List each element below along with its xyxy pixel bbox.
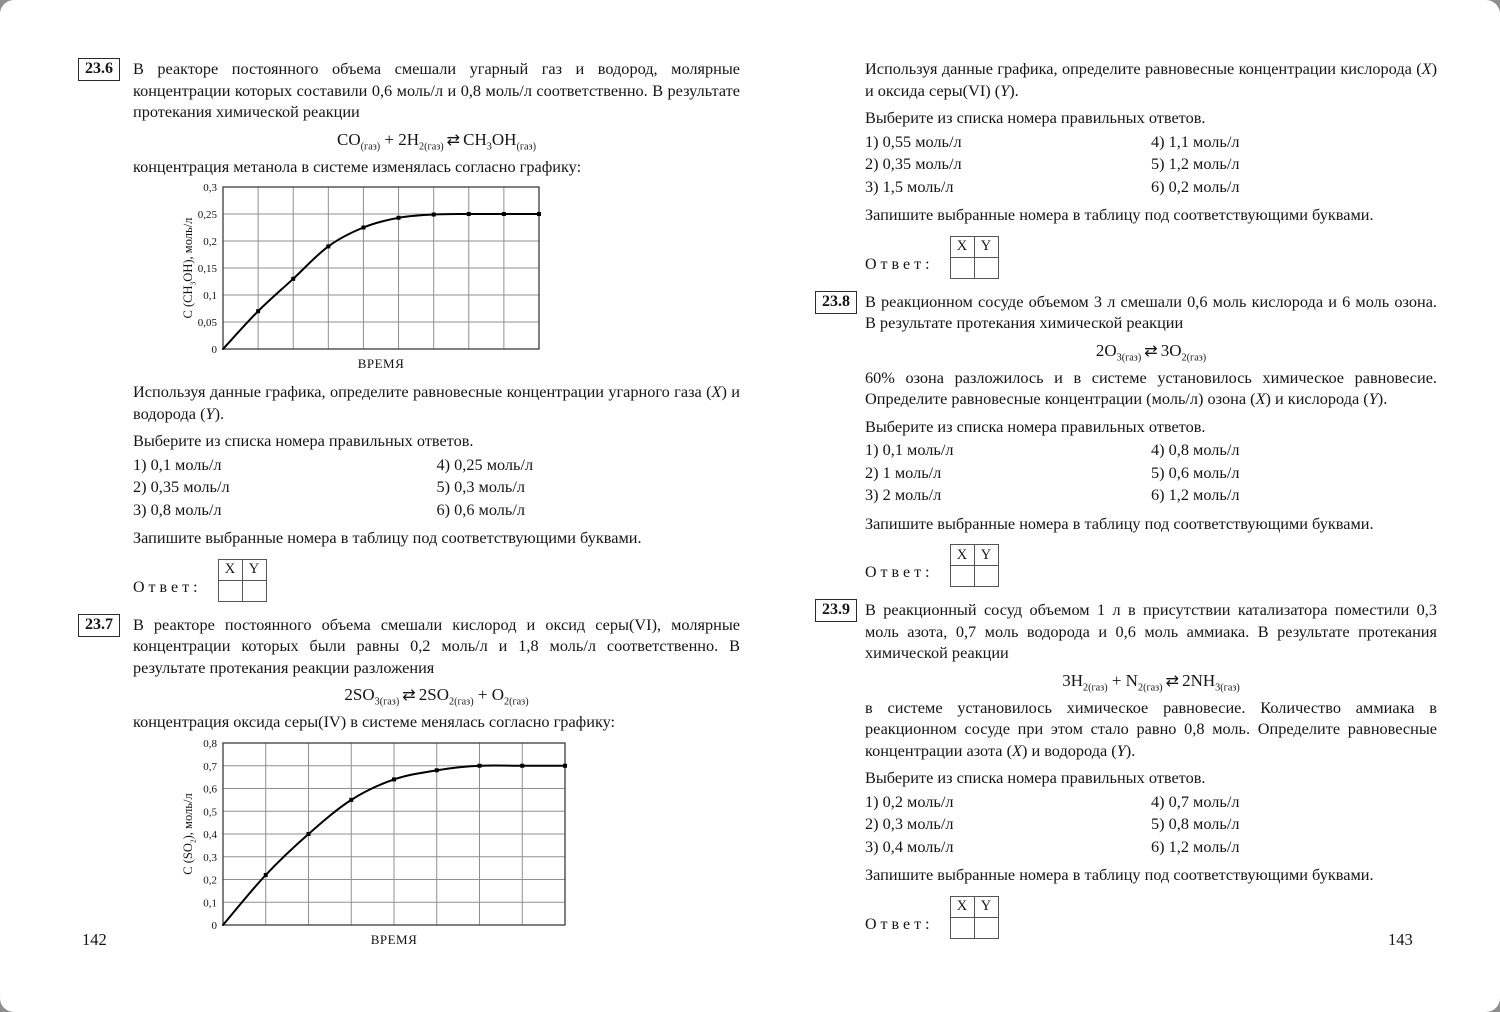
option-item: 6) 1,2 моль/л xyxy=(1151,485,1240,504)
option-item: 2) 0,3 моль/л xyxy=(865,814,954,833)
answer-input-cell-x xyxy=(950,257,974,278)
svg-text:0: 0 xyxy=(211,344,217,356)
problem-23-6 xyxy=(78,58,740,602)
options-list xyxy=(865,131,1437,199)
chemical-equation: $2O_{3(газ)}$ ⇄ $3O_{2(газ)}$ xyxy=(1095,340,1207,363)
answer-label: Ответ: xyxy=(865,255,934,273)
page-143 xyxy=(815,0,1437,941)
option-item: 4) 0,25 моль/л xyxy=(436,454,534,474)
choose-instruction: Выберите из списка номера правильных ответов. xyxy=(865,768,1206,787)
options-column-2 xyxy=(1151,131,1437,199)
problem-23-7 xyxy=(78,614,740,951)
option-item: 5) 1,2 моль/л xyxy=(1151,154,1240,173)
methanol-concentration-chart xyxy=(183,181,740,375)
svg-text:0,5: 0,5 xyxy=(203,805,217,818)
choose-instruction: Выберите из списка номера правильных ответов. xyxy=(865,108,1206,127)
answer-header-cell-y: Y xyxy=(974,896,998,917)
problem-23-9 xyxy=(815,599,1437,939)
problem-number-badge: 23.7 xyxy=(78,614,120,637)
write-instruction: Запишите выбранные номера в таблицу под соответствующими буквами. xyxy=(865,205,1374,224)
write-instruction: Запишите выбранные номера в таблицу под соответствующими буквами. xyxy=(133,528,642,547)
svg-text:0,15: 0,15 xyxy=(197,263,217,275)
svg-text:ВРЕМЯ: ВРЕМЯ xyxy=(357,356,405,371)
svg-text:ВРЕМЯ: ВРЕМЯ xyxy=(370,931,418,947)
option-item: 5) 0,3 моль/л xyxy=(436,477,525,496)
choose-instruction: Выберите из списка номера правильных ответов. xyxy=(865,416,1206,436)
answer-table xyxy=(950,236,999,279)
answer-header-cell-x: X xyxy=(950,236,974,257)
problem-23-8 xyxy=(815,291,1437,588)
option-item: 4) 0,8 моль/л xyxy=(1151,440,1240,459)
option-item: 2) 0,35 моль/л xyxy=(133,477,230,496)
problem-intro: В реакционный сосуд объемом 1 л в присутствии катализатора поместили 0,3 моль азота, 0,7 моль водорода и 0,6 моль аммиака. В результате протекания химической реакции xyxy=(865,600,1437,662)
option-item: 5) 0,8 моль/л xyxy=(1151,814,1240,833)
so2-concentration-chart xyxy=(183,737,740,951)
svg-text:0,6: 0,6 xyxy=(203,783,217,795)
chart-y-axis-label: С $(SO_2)$, моль/л xyxy=(181,792,198,875)
answer-header-cell-y: Y xyxy=(974,236,998,257)
problem-number-badge: 23.6 xyxy=(78,58,120,81)
answer-input-cell-y xyxy=(974,917,998,938)
answer-block xyxy=(133,559,740,602)
chemical-equation: $2SO_{3(газ)}$ ⇄ $2SO_{2(газ)} + O_{2(газ)}$ xyxy=(344,685,529,708)
page-number-left: 142 xyxy=(82,930,107,949)
svg-text:0,3: 0,3 xyxy=(203,182,217,194)
question-paragraph: Используя данные графика, определите равновесные концентрации угарного газа (X) и водорода (Y). xyxy=(133,382,740,423)
svg-text:0,3: 0,3 xyxy=(203,851,217,864)
answer-header-cell-x: X xyxy=(950,896,974,917)
option-item: 2) 0,35 моль/л xyxy=(865,154,962,173)
problem-intro: В реакторе постоянного объема смешали кислород и оксид серы(VI), молярные концентрации которых были равны 0,2 моль/л и 1,8 моль/л соответственно. В результате протекания реакции разложения xyxy=(133,614,740,677)
answer-block xyxy=(865,236,1437,279)
problem-intro: В реакционном сосуде объемом 3 л смешали 0,6 моль кислорода и 6 моль озона. В результате протекания химической реакции xyxy=(865,291,1437,332)
answer-table xyxy=(950,544,999,587)
option-item: 1) 0,1 моль/л xyxy=(865,440,954,459)
options-list xyxy=(133,454,740,522)
svg-text:0,1: 0,1 xyxy=(203,290,217,302)
option-item: 2) 1 моль/л xyxy=(865,462,942,482)
option-item: 6) 1,2 моль/л xyxy=(1151,836,1240,856)
write-instruction: Запишите выбранные номера в таблицу под соответствующими буквами. xyxy=(865,513,1374,533)
answer-table xyxy=(218,559,267,602)
chart-plot-area xyxy=(183,181,549,375)
answer-input-cell-y xyxy=(242,580,266,601)
option-item: 6) 0,2 моль/л xyxy=(1151,176,1240,196)
option-item: 1) 0,55 моль/л xyxy=(865,131,962,151)
options-column-1 xyxy=(865,131,1151,199)
svg-text:0,05: 0,05 xyxy=(197,317,217,329)
option-item: 4) 1,1 моль/л xyxy=(1151,131,1240,151)
option-item: 3) 2 моль/л xyxy=(865,485,942,504)
problem-intro: В реакторе постоянного объема смешали угарный газ и водород, молярные концентрации которых составили 0,6 моль/л и 0,8 моль/л соответственно. В результате протекания химической реакции xyxy=(133,59,740,121)
answer-header-cell-y: Y xyxy=(242,559,266,580)
answer-input-cell-y xyxy=(974,566,998,587)
option-item: 4) 0,7 моль/л xyxy=(1151,791,1240,811)
answer-input-cell-x xyxy=(218,580,242,601)
answer-block xyxy=(865,896,1437,939)
question-paragraph: в системе установилось химическое равновесие. Количество аммиака в реакционном сосуде при этом стало равно 0,8 моль. Определите равновесные концентрации азота (X) и водорода (Y). xyxy=(865,697,1437,760)
option-item: 3) 0,4 моль/л xyxy=(865,836,954,856)
question-paragraph: Используя данные графика, определите равновесные концентрации кислорода (X) и оксида серы(VI) (Y). xyxy=(865,59,1437,100)
page-142 xyxy=(78,0,740,953)
answer-label: Ответ: xyxy=(865,564,934,581)
answer-input-cell-y xyxy=(974,257,998,278)
option-item: 5) 0,6 моль/л xyxy=(1151,462,1240,482)
equation-caption: концентрация оксида серы(IV) в системе менялась согласно графику: xyxy=(133,712,616,731)
problem-number-badge: 23.8 xyxy=(815,291,857,314)
answer-header-cell-x: X xyxy=(950,545,974,566)
choose-instruction: Выберите из списка номера правильных ответов. xyxy=(133,431,474,450)
chemical-equation: $3H_{2(газ)} + N_{2(газ)}$ ⇄ $2NH_{3(газ)}$ xyxy=(1062,670,1240,693)
option-item: 3) 1,5 моль/л xyxy=(865,176,954,196)
answer-label: Ответ: xyxy=(133,578,202,596)
svg-text:0,1: 0,1 xyxy=(203,896,217,909)
options-column-2 xyxy=(1151,791,1437,859)
chart-plot-area xyxy=(183,737,575,951)
option-item: 1) 0,1 моль/л xyxy=(133,454,222,474)
answer-input-cell-x xyxy=(950,566,974,587)
svg-text:0: 0 xyxy=(211,919,217,932)
write-instruction: Запишите выбранные номера в таблицу под соответствующими буквами. xyxy=(865,865,1374,884)
options-column-1 xyxy=(865,439,1151,507)
chart-y-axis-label: С $(СН_3ОН)$, моль/л xyxy=(181,217,198,319)
answer-block xyxy=(865,544,1437,587)
problem-number-badge: 23.9 xyxy=(815,599,857,622)
svg-text:0,25: 0,25 xyxy=(197,209,217,221)
answer-table xyxy=(950,896,999,939)
answer-header-cell-y: Y xyxy=(974,545,998,566)
page-number-right: 143 xyxy=(1388,930,1413,949)
svg-text:0,2: 0,2 xyxy=(203,236,217,248)
options-column-1 xyxy=(865,791,1151,859)
question-paragraph: 60% озона разложилось и в системе установилось химическое равновесие. Определите равновесные концентрации (моль/л) озона (X) и кислорода (Y). xyxy=(865,367,1437,408)
answer-label: Ответ: xyxy=(865,915,934,933)
equation-caption: концентрация метанола в системе изменялась согласно графику: xyxy=(133,156,582,176)
chemical-equation: $CO_{(газ)} + 2H_{2(газ)}$ ⇄ $CH_3OH_{(газ)}$ xyxy=(337,129,536,152)
option-item: 6) 0,6 моль/л xyxy=(436,499,525,519)
answer-input-cell-x xyxy=(950,917,974,938)
options-column-1 xyxy=(133,454,437,522)
problem-23-7-continuation xyxy=(815,58,1437,279)
options-list xyxy=(865,439,1437,507)
svg-text:0,2: 0,2 xyxy=(203,874,217,886)
option-item: 1) 0,2 моль/л xyxy=(865,791,954,811)
options-list xyxy=(865,791,1437,859)
options-column-2 xyxy=(437,454,741,522)
svg-text:0,7: 0,7 xyxy=(203,760,217,773)
svg-text:0,4: 0,4 xyxy=(203,828,217,841)
answer-header-cell-x: X xyxy=(218,559,242,580)
options-column-2 xyxy=(1151,439,1437,507)
option-item: 3) 0,8 моль/л xyxy=(133,499,222,519)
svg-text:0,8: 0,8 xyxy=(203,737,217,750)
